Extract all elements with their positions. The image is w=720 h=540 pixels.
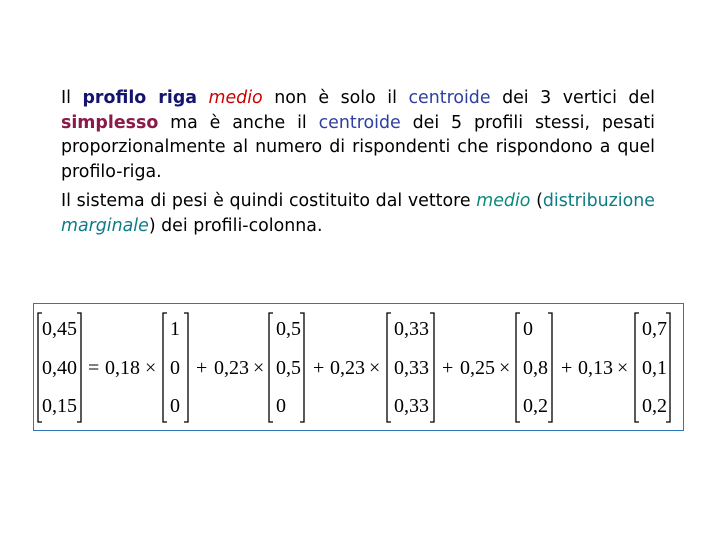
vector-entry: 0,8: [523, 357, 548, 379]
vector-entry: 0: [276, 395, 286, 417]
left-bracket: [163, 313, 167, 422]
term-medio: medio: [208, 88, 263, 108]
vector-entry: 0,33: [394, 395, 429, 417]
vector-entry: 0: [170, 357, 180, 379]
text-segment: Il: [61, 88, 83, 108]
vector-entry: 0,40: [42, 357, 77, 379]
term-centroide: centroide: [318, 112, 401, 133]
paragraph-2: [61, 189, 655, 238]
coefficient: 0,23: [330, 357, 365, 379]
vector-entry: 1: [170, 318, 180, 340]
plus-sign: +: [561, 357, 573, 379]
term-simplesso: simplesso: [61, 112, 159, 133]
vector-entry: 0,2: [523, 395, 548, 417]
left-bracket: [635, 313, 639, 422]
term-profilo-riga: profilo riga: [82, 88, 198, 108]
left-bracket: [516, 313, 520, 422]
left-bracket: [269, 313, 273, 422]
vector-entry: 0,33: [394, 318, 429, 340]
times-sign: ×: [145, 357, 157, 379]
text-segment: dei 3 vertici del: [490, 88, 655, 108]
left-bracket: [387, 313, 391, 422]
right-bracket: [430, 313, 434, 422]
text-segment: non è solo il: [262, 88, 409, 108]
vector-entry: 0,5: [276, 318, 301, 340]
plus-sign: +: [196, 357, 208, 379]
vector-entry: 0,7: [642, 318, 667, 340]
right-bracket: [77, 313, 81, 422]
vector-entry: 0,5: [276, 357, 301, 379]
vector-entry: 0,2: [642, 395, 667, 417]
vector-entry: 0: [523, 318, 533, 340]
text-segment: [197, 88, 209, 108]
times-sign: ×: [499, 357, 511, 379]
explanation-text: [61, 86, 655, 238]
plus-sign: +: [442, 357, 454, 379]
plus-sign: +: [313, 357, 325, 379]
vector-entry: 0,45: [42, 318, 77, 340]
formula-equation: [34, 304, 685, 432]
coefficient: 0,23: [214, 357, 249, 379]
times-sign: ×: [253, 357, 265, 379]
coefficient: 0,25: [460, 357, 495, 379]
vector-entry: 0,33: [394, 357, 429, 379]
formula-box: [33, 303, 684, 431]
text-segment: (: [530, 191, 543, 211]
text-segment: ) dei profili-colonna.: [148, 215, 323, 236]
coefficient: 0,13: [578, 357, 613, 379]
term-distribuzione: distribuzione: [542, 191, 655, 211]
times-sign: ×: [617, 357, 629, 379]
vector-entry: 0: [170, 395, 180, 417]
term-marginale: marginale: [61, 215, 149, 236]
times-sign: ×: [369, 357, 381, 379]
term-medio: medio: [476, 191, 531, 211]
text-segment: ma è anche il: [158, 112, 319, 133]
coefficient: 0,18: [105, 357, 140, 379]
right-bracket: [548, 313, 552, 422]
text-segment: dei 5 profili stessi, pesati proporzionalmente al numero di rispondenti che rispondono a quel profilo-riga.: [61, 112, 655, 182]
text-segment: Il sistema di pesi è quindi costituito dal vettore: [61, 191, 477, 211]
right-bracket: [184, 313, 188, 422]
vector-entry: 0,1: [642, 357, 667, 379]
term-centroide: centroide: [408, 88, 491, 108]
vector-entry: 0,15: [42, 395, 77, 417]
equals-sign: =: [88, 357, 100, 379]
paragraph-1: [61, 86, 655, 184]
